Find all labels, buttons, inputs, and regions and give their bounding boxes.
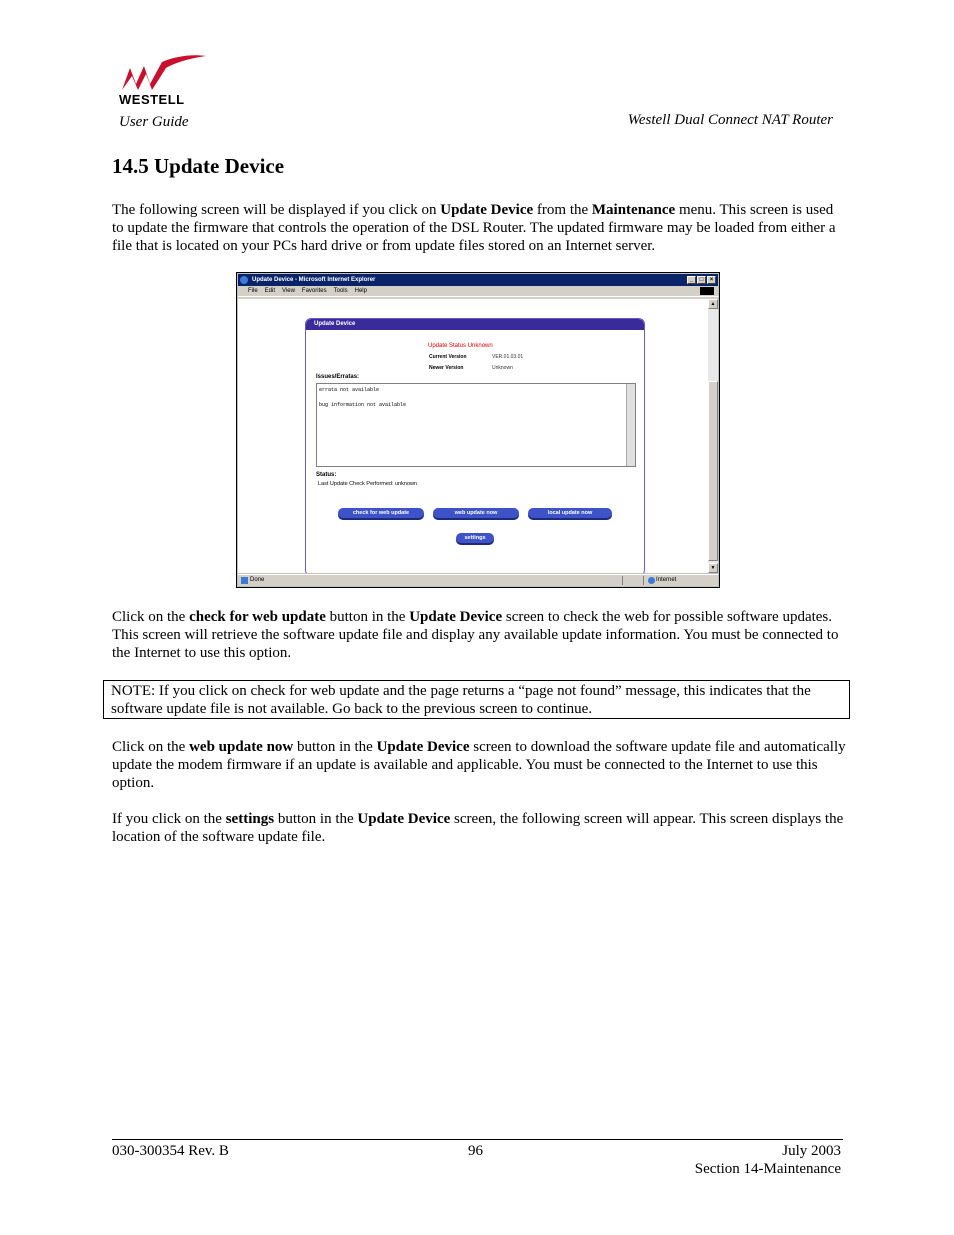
intro-paragraph: The following screen will be displayed if you click on Update Device from the Maintenance menu. This screen is used to update the firmware that controls the operation of the DSL Router. The updated firmware may be loaded from either a file that is located on your PCs hard drive or from update files stored on an Internet server. [112, 202, 836, 254]
maximize-button[interactable]: □ [697, 276, 706, 284]
westell-logo-icon [116, 54, 208, 94]
web-update-now-button[interactable]: web update now [433, 508, 519, 518]
scroll-up-arrow-icon[interactable]: ▲ [708, 299, 718, 309]
header-user-guide: User Guide [119, 114, 189, 130]
menu-edit[interactable]: Edit [264, 288, 276, 294]
settings-paragraph: If you click on the settings button in the Update Device screen, the following screen will appear. This screen displays the location of the software update file. [112, 811, 844, 845]
browser-viewport [238, 299, 708, 573]
textarea-scrollbar[interactable] [626, 384, 635, 466]
menu-favorites[interactable]: Favorites [301, 288, 327, 294]
issues-label: Issues/Erratas: [316, 374, 360, 380]
menu-view[interactable]: View [282, 288, 295, 294]
check-web-update-button[interactable]: check for web update [338, 508, 424, 518]
window-titlebar [238, 274, 718, 286]
windows-flag-icon [700, 287, 714, 295]
scroll-down-arrow-icon[interactable]: ▼ [708, 563, 718, 573]
web-update-now-paragraph: Click on the web update now button in the Update Device screen to download the software update file and automatically update the modem firmware if an update is available and applicable. You must be connected to the Internet to use this option. [112, 739, 846, 791]
menu-bar [238, 286, 718, 296]
bug-info-line: bug information not available [319, 402, 407, 408]
check-web-update-paragraph: Click on the check for web update button in the Update Device screen to check the web for possible software updates. This screen will retrieve the software update file and display any available update information. You must be connected to the Internet to use this option. [112, 609, 839, 661]
minimize-button[interactable]: _ [687, 276, 696, 284]
menu-file[interactable]: File [248, 288, 258, 294]
settings-button[interactable]: settings [456, 533, 494, 543]
header-product-name: Westell Dual Connect NAT Router [627, 112, 833, 128]
menu-help[interactable]: Help [354, 288, 367, 294]
browser-status-bar [238, 574, 718, 586]
status-done-text: Done [250, 577, 265, 583]
footer-rule [112, 1139, 843, 1140]
window-title: Update Device - Microsoft Internet Explorer [252, 277, 376, 283]
status-zone-text: Internet [656, 577, 677, 583]
menu-tools[interactable]: Tools [333, 288, 348, 294]
footer-date: July 2003 [782, 1143, 841, 1159]
current-version-value: VER.01.03.01 [492, 354, 524, 360]
newer-version-value: Unknown [492, 365, 513, 371]
last-check-text: Last Update Check Performed: unknown [318, 481, 418, 487]
update-device-panel [305, 318, 645, 573]
note-text: NOTE: If you click on check for web update and the page returns a “page not found” message, this indicates that the software update file is not available. Go back to the previous screen to continue. [111, 683, 811, 717]
close-button[interactable]: × [707, 276, 716, 284]
local-update-now-button[interactable]: local update now [528, 508, 612, 518]
status-bar-divider [622, 576, 644, 585]
current-version-label: Current Version [429, 354, 467, 360]
footer-doc-number: 030-300354 Rev. B [112, 1143, 229, 1159]
footer-section: Section 14-Maintenance [694, 1161, 841, 1177]
internet-explorer-icon [240, 276, 248, 284]
errata-line: errata not available [319, 387, 380, 393]
newer-version-label: Newer Version [429, 365, 464, 371]
footer-page-number: 96 [468, 1143, 483, 1159]
errata-textarea[interactable] [316, 383, 636, 467]
page-done-icon [241, 577, 248, 584]
scroll-thumb[interactable] [708, 381, 718, 561]
update-status-text: Update Status Unknown [428, 343, 493, 349]
page-scrollbar[interactable] [708, 299, 718, 573]
panel-title: Update Device [306, 319, 644, 330]
section-title: 14.5 Update Device [112, 154, 285, 178]
logo-wordmark: WESTELL [119, 92, 185, 107]
update-device-screenshot [236, 272, 720, 588]
status-label: Status: [316, 472, 337, 478]
internet-zone-icon [648, 577, 655, 584]
